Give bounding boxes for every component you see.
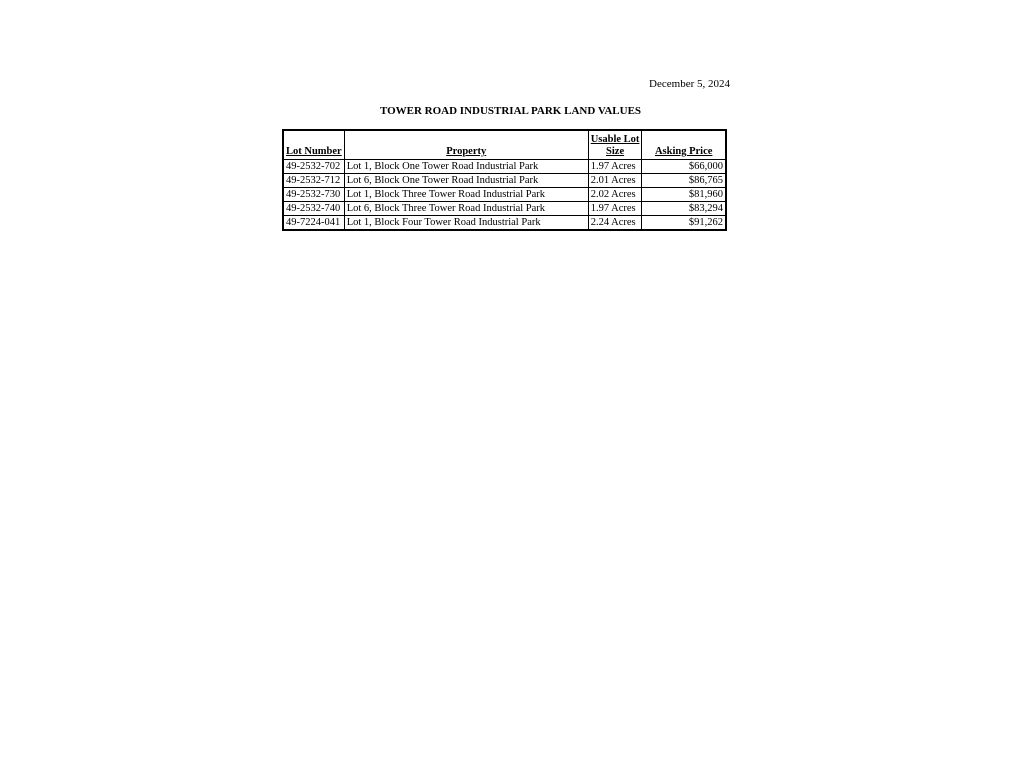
cell-size: 1.97 Acres — [588, 160, 642, 174]
cell-lot-number: 49-2532-730 — [283, 188, 344, 202]
land-values-table — [282, 129, 727, 231]
header-property: Property — [344, 130, 588, 160]
cell-size: 1.97 Acres — [588, 202, 642, 216]
cell-property: Lot 1, Block Four Tower Road Industrial Park — [344, 216, 588, 231]
cell-price: $83,294 — [642, 202, 726, 216]
cell-size: 2.24 Acres — [588, 216, 642, 231]
table-row — [283, 188, 726, 202]
table-row — [283, 216, 726, 231]
cell-property: Lot 6, Block One Tower Road Industrial Park — [344, 174, 588, 188]
cell-property: Lot 1, Block One Tower Road Industrial Park — [344, 160, 588, 174]
cell-price: $81,960 — [642, 188, 726, 202]
document-title: TOWER ROAD INDUSTRIAL PARK LAND VALUES — [379, 105, 642, 117]
cell-price: $86,765 — [642, 174, 726, 188]
cell-lot-number: 49-2532-740 — [283, 202, 344, 216]
table-row — [283, 160, 726, 174]
cell-lot-number: 49-2532-702 — [283, 160, 344, 174]
cell-price: $91,262 — [642, 216, 726, 231]
table-header-row — [283, 130, 726, 160]
cell-size: 2.01 Acres — [588, 174, 642, 188]
header-usable-lot-size-line2: Size — [606, 146, 625, 157]
cell-property: Lot 1, Block Three Tower Road Industrial Park — [344, 188, 588, 202]
cell-property: Lot 6, Block Three Tower Road Industrial Park — [344, 202, 588, 216]
document-date: December 5, 2024 — [649, 78, 730, 90]
cell-lot-number: 49-2532-712 — [283, 174, 344, 188]
cell-price: $66,000 — [642, 160, 726, 174]
header-asking-price: Asking Price — [642, 130, 726, 160]
header-usable-lot-size — [588, 130, 642, 160]
table-row — [283, 174, 726, 188]
table-row — [283, 202, 726, 216]
header-lot-number: Lot Number — [283, 130, 344, 160]
header-usable-lot-size-line1: Usable Lot — [590, 134, 640, 145]
cell-size: 2.02 Acres — [588, 188, 642, 202]
cell-lot-number: 49-7224-041 — [283, 216, 344, 231]
